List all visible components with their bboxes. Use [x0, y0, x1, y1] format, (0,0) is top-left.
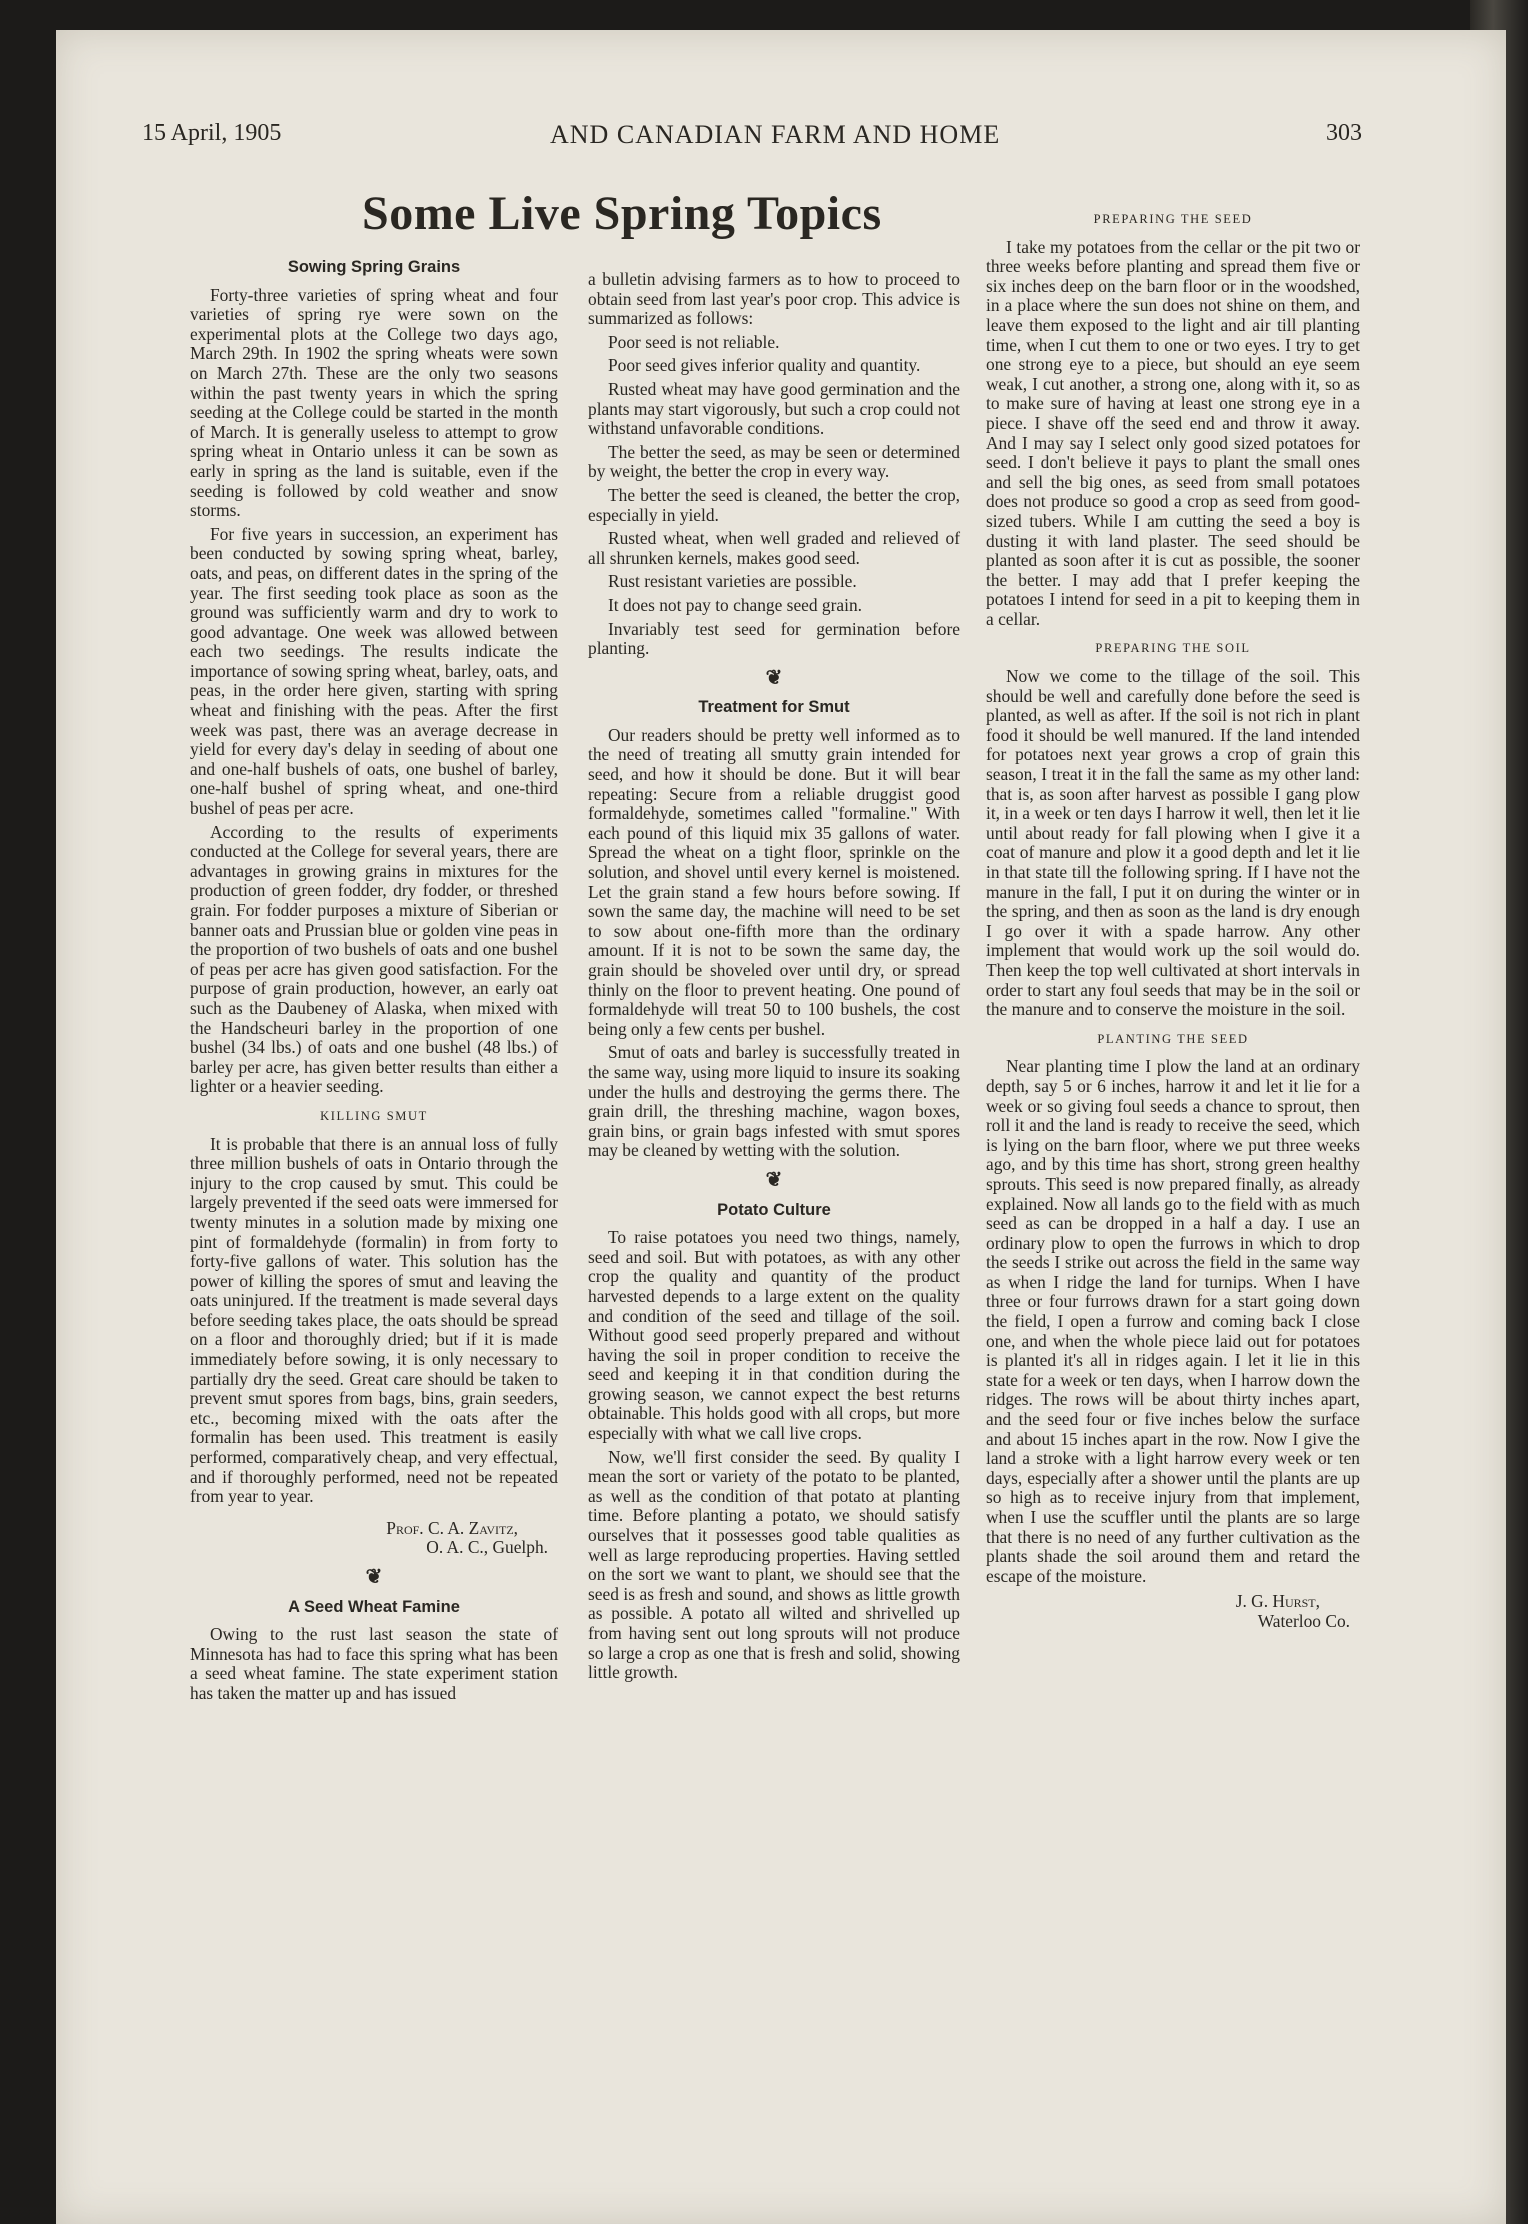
author-signature — [190, 1519, 558, 1558]
publication-title: AND CANADIAN FARM AND HOME — [550, 120, 1001, 149]
subsection-heading: KILLING SMUT — [320, 1108, 428, 1123]
section-ornament: ❦ — [765, 1168, 783, 1191]
page-number: 303 — [1326, 120, 1362, 146]
section-heading: Treatment for Smut — [698, 698, 850, 717]
list-item: Rust resistant varieties are possible. — [608, 571, 857, 592]
list-item: Poor seed is not reliable. — [608, 331, 780, 352]
column-2 — [588, 270, 960, 1687]
author-name: J. G. Hurst, — [1235, 1591, 1320, 1612]
paragraph: According to the results of experiments conducted at the College for several years, there are advantages in growing grains in mixtures for the production of green fodder, dry fodder, or threshed grain. For fodder purposes a mixture of Siberian or banner oats and Prussian blue or golden vine peas in the proportion of two bushels of oats and one bushel of peas per acre has given good satisfaction. For the purpose of grain production, however, an early oat such as the Daubeney of Alaska, when mixed with the Handscheuri barley in the proportion of one bushel (34 lbs.) of oats and one bushel (48 lbs.) of barley per acre, has given better results than either a lighter or a heavier seeding. — [190, 821, 558, 1097]
subsection-heading: PREPARING THE SOIL — [1095, 641, 1251, 656]
subsection-heading: PLANTING THE SEED — [1097, 1031, 1249, 1046]
list-item: It does not pay to change seed grain. — [608, 594, 863, 615]
section-heading: A Seed Wheat Famine — [288, 1597, 460, 1616]
paragraph: To raise potatoes you need two things, namely, seed and soil. But with potatoes, as with any other crop the quality and quantity of the product harvested depends to a large extent on the quality and condition of the seed and tillage of the soil. Without good seed properly prepared and without having the soil in proper condition to receive the seed and keeping it in that condition during the growing season, we cannot expect the best returns obtainable. This holds good with all crops, but more especially with what we call live crops. — [588, 1227, 960, 1444]
author-signature — [986, 1592, 1360, 1631]
column-3 — [986, 210, 1360, 1634]
paragraph: Near planting time I plow the land at an ordinary depth, say 5 or 6 inches, harrow it and let it lie for a week or so giving foul seeds a chance to sprout, then roll it and the land is ready to receive the seed, which is lying on the barn floor, where we put three weeks ago, and by this time has short, strong green healthy sprouts. This seed is now prepared finally, as already explained. Now all lands go to the field with as much seed as can be dropped in a half a day. I use an ordinary plow to open the furrows in which to drop the seeds I strike out across the field in the same way as when I ridge the land for turnips. When I have three or four furrows drawn for a start going down the field, I open a furrow and coming back I close one, and when the whole piece laid out for potatoes is planted it's all in ridges again. I let it lie in this state for a week or ten days, when I harrow down the ridges. The rows will be about thirty inches apart, and the seed four or five inches below the surface and about 15 inches apart in the row. Now I give the land a stroke with a light harrow every week or ten days, especially after a shower until the plants are up so high as to receive injury from that implement, when I use the scuffler until the plants are so large that there is no need of any further cultivation as the plants shade the soil around them and retard the escape of the moisture. — [986, 1056, 1360, 1586]
paragraph: Owing to the rust last season the state of Minnesota has had to face this spring what has been a seed wheat famine. The state experiment station has taken the matter up and has issued — [190, 1624, 558, 1703]
paragraph: Our readers should be pretty well informed as to the need of treating all smutty grain intended for seed, and how it should be done. But it will bear repeating: Secure from a reliable druggist good formaldehyde, sometimes called "formaline." With each pound of this liquid mix 35 gallons of water. Spread the wheat on a tight floor, sprinkle on the solution, and shovel until every kernel is moistened. Let the grain stand a few hours before sowing. If sown the same day, the machine will need to be set to sow about one-fifth more than the ordinary amount. If it is not to be sown the same day, the grain should be shoveled over until dry, or spread thinly on the floor to prevent heating. One pound of formaldehyde will treat 50 to 100 bushels, the cost being only a few cents per bushel. — [588, 724, 960, 1039]
paragraph: I take my potatoes from the cellar or the pit two or three weeks before planting and spread them five or six inches deep on the barn floor or in the woodshed, in a place where the sun does not shine on them, and leave them exposed to the light and air till planting time, when I cut them to one or two eyes. I try to get one strong eye to a piece, but should an eye seem weak, I cut another, a strong one, along with it, so as to make sure of having at least one strong eye in a piece. I shave off the seed end and throw it away. And I may say I select only good sized potatoes for seed. I don't believe it pays to plant the small ones and sell the big ones, as seed from small potatoes does not produce so good a crop as seed from good-sized tubers. While I am cutting the seed a boy is dusting it with land plaster. The seed should be planted as soon after it is cut as possible, the sooner the better. I may add that I prefer keeping the potatoes I intend for seed in a pit to keeping them in a cellar. — [986, 236, 1360, 629]
paragraph: Forty-three varieties of spring wheat and four varieties of spring rye were sown on the experimental plots at the College two days ago, March 29th. In 1902 the spring wheats were sown on March 27th. These are the only two seasons within the past twenty years in which the spring seeding at the College could be started in the month of March. It is generally useless to attempt to grow spring wheat in Ontario unless it can be sown as early in spring as the land is suitable, even if the seeding is followed by cold weather and snow storms. — [190, 284, 558, 521]
list-item: Rusted wheat, when well graded and relieved of all shrunken kernels, makes good seed. — [588, 528, 960, 568]
issue-date: 15 April, 1905 — [142, 120, 282, 146]
paragraph: Now we come to the tillage of the soil. This should be well and carefully done before the seed is planted, as well as after. If the soil is not rich in plant food it should be well manured. If the land intended for potatoes next year grows a crop of grain this season, I treat it in the fall the same as my other land: that is, as soon after harvest as possible I gang plow it, in a week or ten days I harrow it well, then let it lie until about ready for fall plowing when I give it a coat of manure and plow it a good depth and let it lie in that state till the following spring. If I have not the manure in the fall, I put it on during the winter or in the spring, and then as soon as the land is dry enough I go over it with a spade harrow. Any other implement that would work up the soil would do. Then keep the top well cultivated at short intervals in order to start any foul seeds that may be in the soil or the manure and to conserve the moisture in the soil. — [986, 666, 1360, 1020]
paragraph: For five years in succession, an experiment has been conducted by sowing spring wheat, barley, oats, and peas, on different dates in the spring of the year. The first seeding took place as soon as the ground was sufficiently warm and dry to work to good advantage. One week was allowed between each two seedings. The results indicate the importance of sowing spring wheat, barley, oats, and peas, in the order here given, starting with spring wheat and finishing with the peas. After the first week was past, there was an average decrease in yield for every day's delay in seeding of about one and one-half bushels of oats, one bushel of barley, one-half bushel of spring wheat, and one-third bushel of peas per acre. — [190, 523, 558, 819]
article-title: Some Live Spring Topics — [362, 187, 882, 240]
list-item: The better the seed, as may be seen or determined by weight, the better the crop in every way. — [588, 441, 960, 482]
column-1 — [190, 258, 558, 1708]
paragraph: Smut of oats and barley is successfully treated in the same way, using more liquid to insure its soaking under the hulls and destroying the germs there. The grain drill, the threshing machine, wagon boxes, grain bins, or grain bags infested with smut spores may be cleaned by wetting with the solution. — [588, 1042, 960, 1161]
paragraph: Now, we'll first consider the seed. By quality I mean the sort or variety of the potato to be planted, as well as the condition of that potato at planting time. Before planting a potato, we should satisfy ourselves that it possesses good table qualities as well as large reproducing properties. Having settled on the sort we want to plant, we should see that the seed is as fresh and sound, and shows as little growth as possible. A potato all wilted and shrivelled up from having sent out long sprouts will not produce so large a crop as one that is fresh and solid, showing little growth. — [588, 1446, 960, 1683]
author-location: O. A. C., Guelph. — [426, 1537, 548, 1558]
list-item: Poor seed gives inferior quality and quantity. — [608, 355, 921, 376]
paragraph: It is probable that there is an annual loss of fully three million bushels of oats in Ontario through the injury to the crop caused by smut. This could be largely prevented if the seed oats were immersed for twenty minutes in a solution made by mixing one pint of formaldehyde (formalin) in from forty to forty-five gallons of water. This solution has the power of killing the spores of smut and leaving the oats uninjured. If the treatment is made several days before seeding takes place, the oats should be spread on a floor and thoroughly dried; but if it is made immediately before sowing, it is only necessary to partially dry the seed. Great care should be taken to prevent smut spores from bags, bins, grain seeders, etc., becoming mixed with the oats after the formalin has been used. This treatment is easily performed, comparatively cheap, and very effectual, and if thoroughly performed, need not be repeated from year to year. — [190, 1133, 558, 1507]
list-item: The better the seed is cleaned, the better the crop, especially in yield. — [588, 484, 960, 525]
list-item: Rusted wheat may have good germination and the plants may start vigorously, but such a crop could not withstand unfavorable conditions. — [588, 378, 960, 439]
section-ornament: ❦ — [365, 1566, 383, 1588]
list-item: Invariably test seed for germination before planting. — [588, 618, 960, 659]
subsection-heading: PREPARING THE SEED — [1093, 212, 1253, 226]
paragraph: a bulletin advising farmers as to how to proceed to obtain seed from last year's poor crop. This advice is summarized as follows: — [588, 269, 960, 329]
author-name: Prof. C. A. Zavitz, — [386, 1517, 518, 1538]
section-heading: Sowing Spring Grains — [287, 258, 461, 276]
section-ornament: ❦ — [765, 666, 783, 689]
author-location: Waterloo Co. — [1257, 1610, 1350, 1631]
section-heading: Potato Culture — [717, 1200, 831, 1219]
